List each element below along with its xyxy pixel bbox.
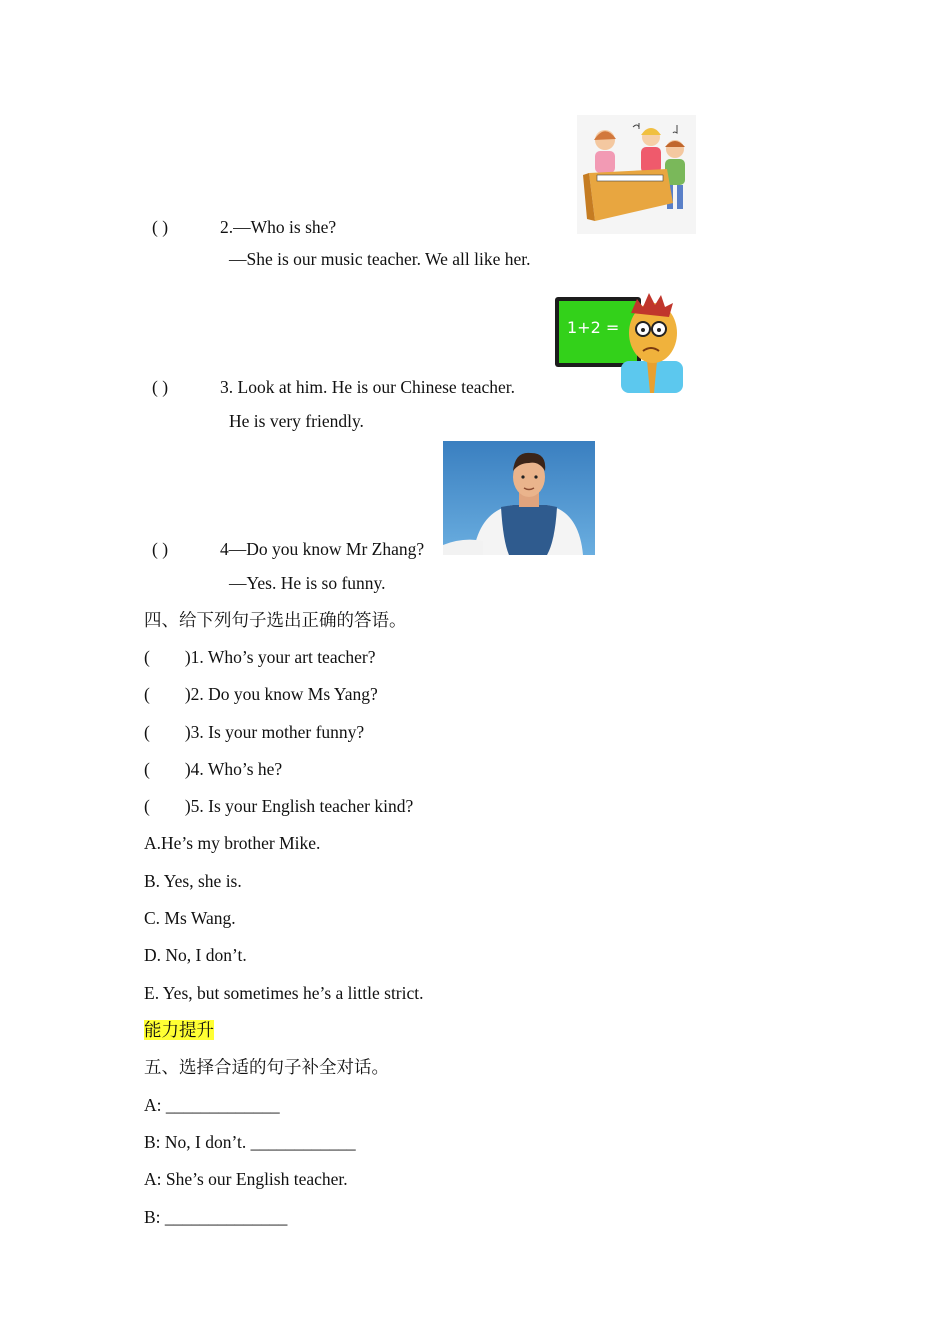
part5-dialogue-line-1[interactable]: A: _____________ — [144, 1095, 280, 1115]
part4-option-e: E. Yes, but sometimes he’s a little strict. — [144, 983, 424, 1003]
part5-dialogue-line-2[interactable]: B: No, I don’t. ____________ — [144, 1132, 356, 1152]
q4-answer-blank[interactable]: ( ) — [152, 539, 169, 559]
board-text: 1+2 = — [567, 318, 620, 337]
q3-statement-2: He is very friendly. — [229, 411, 364, 431]
part4-question-2: ( )2. Do you know Ms Yang? — [144, 684, 378, 704]
q2-question: 2.—Who is she? — [220, 217, 337, 237]
music-class-picture — [577, 115, 696, 234]
q3-statement: 3. Look at him. He is our Chinese teacher. — [220, 377, 515, 397]
ability-label-text: 能力提升 — [144, 1020, 214, 1040]
q2-answer: —She is our music teacher. We all like her. — [229, 249, 531, 269]
part4-option-b: B. Yes, she is. — [144, 871, 242, 891]
q2-answer-blank[interactable]: ( ) — [152, 217, 169, 237]
part5-dialogue-line-4[interactable]: B: ______________ — [144, 1207, 288, 1227]
ability-section-label — [144, 1019, 214, 1041]
part4-question-4: ( )4. Who’s he? — [144, 759, 283, 779]
part4-question-1: ( )1. Who’s your art teacher? — [144, 647, 376, 667]
part4-option-a: A.He’s my brother Mike. — [144, 833, 321, 853]
part4-question-5: ( )5. Is your English teacher kind? — [144, 796, 414, 816]
q3-answer-blank[interactable]: ( ) — [152, 377, 169, 397]
part5-heading: 五、选择合适的句子补全对话。 — [144, 1057, 389, 1077]
part4-question-3: ( )3. Is your mother funny? — [144, 722, 365, 742]
q4-question: 4—Do you know Mr Zhang? — [220, 539, 425, 559]
math-teacher-picture — [553, 279, 689, 393]
part4-option-c: C. Ms Wang. — [144, 908, 236, 928]
part4-option-d: D. No, I don’t. — [144, 945, 247, 965]
part4-heading: 四、给下列句子选出正确的答语。 — [144, 610, 407, 630]
mr-zhang-picture — [443, 441, 595, 555]
part5-dialogue-line-3: A: She’s our English teacher. — [144, 1169, 348, 1189]
q4-answer: —Yes. He is so funny. — [229, 573, 386, 593]
